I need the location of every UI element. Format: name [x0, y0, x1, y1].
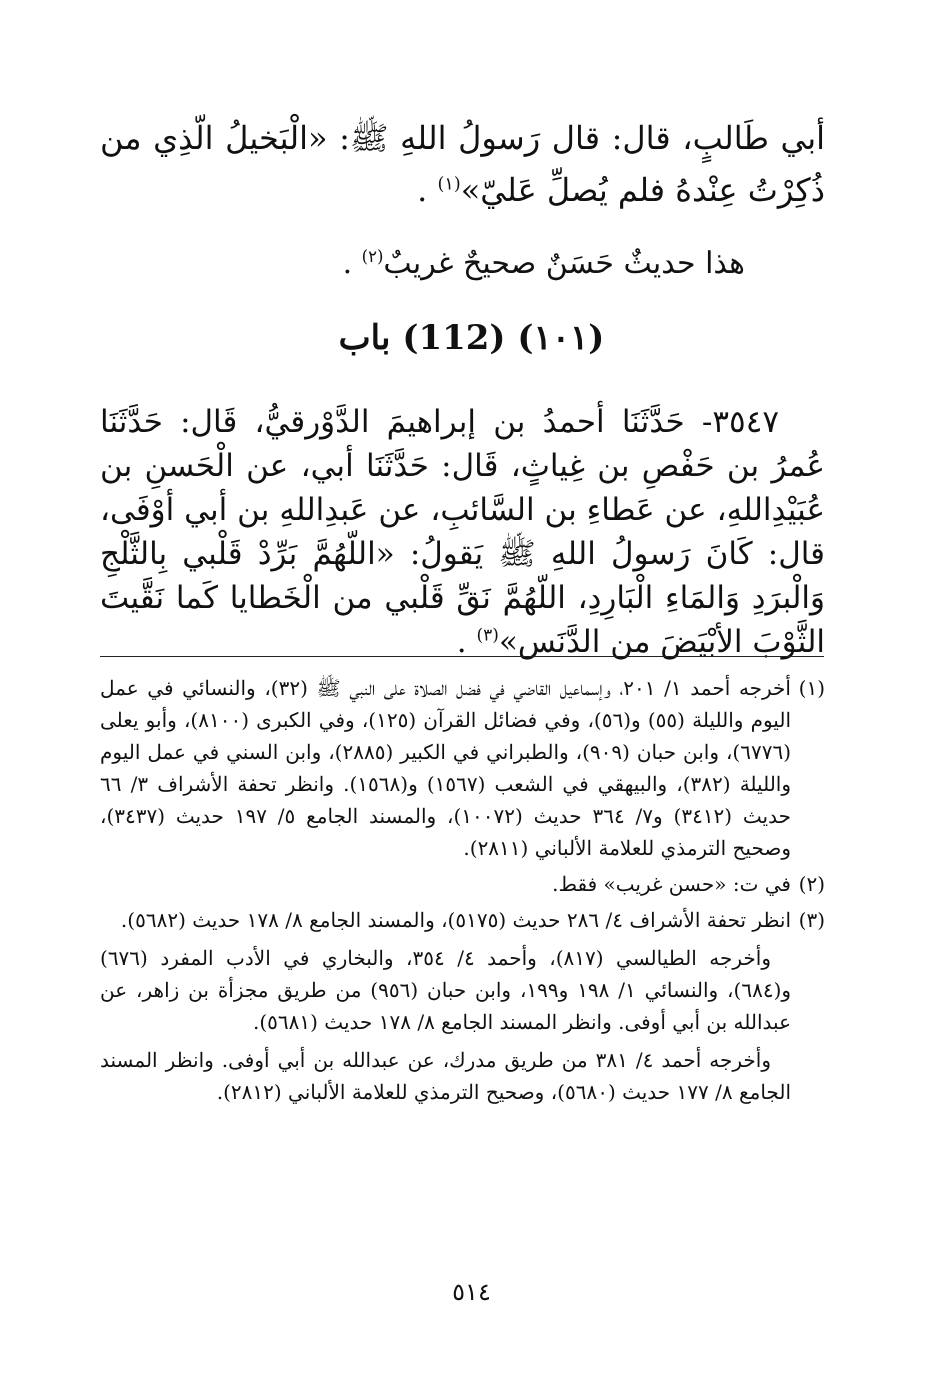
footnote-body [100, 904, 791, 1108]
footnote-body [100, 672, 791, 864]
footnote-ref-1[interactable]: (١) [437, 174, 461, 195]
passage-2-end: . [342, 246, 362, 281]
footnote-number: (١) [798, 676, 825, 700]
footnote-ref-3[interactable]: (٣) [476, 625, 499, 646]
footnote-3 [100, 904, 825, 1108]
footnote-ref-2[interactable]: (٢) [361, 247, 384, 266]
passage-2-text: هذا حديثٌ حَسَنٌ صحيحٌ غريبٌ [383, 246, 745, 281]
page-number: ٥١٤ [452, 1278, 491, 1306]
footnote-paragraph: في ت: «حسن غريب» فقط. [552, 872, 791, 896]
footnote-paragraph: وأخرجه الطيالسي (٨١٧)، وأحمد ٤/ ٣٥٤، والبخاري في الأدب المفرد (٦٧٦) و(٦٨٤)، والنسائي ١/ ١٩٨ و١٩٩، وابن حبان (٩٥٦) من طريق مجزأة بن زاهر، عن عبدالله بن أبي أوفى. وانظر المسند الجامع ٨/ ١٧٨ حديث (٥٦٨١). [100, 946, 792, 1034]
chapter-heading: (١٠١) (112) باب [338, 318, 605, 358]
passage-1-end: . [417, 171, 438, 209]
footnote-number: (٢) [798, 872, 825, 896]
hadith-end: . [456, 624, 477, 660]
passage-2 [100, 238, 825, 290]
footnote-2 [100, 868, 825, 900]
passage-1 [100, 112, 825, 216]
footnote-paragraph: انظر تحفة الأشراف ٤/ ٢٨٦ حديث (٥١٧٥)، والمسند الجامع ٨/ ١٧٨ حديث (٥٦٨٢). [120, 908, 791, 932]
footnote-1 [100, 672, 825, 864]
hadith-passage [100, 400, 825, 664]
hadith-text: ٣٥٤٧- حَدَّثَنَا أحمدُ بن إبراهيمَ الدَّوْرقيُّ، قَال: حَدَّثَنَا عُمرُ بن حَفْصِ بن غِياثٍ، قَال: حَدَّثَنَا أبي، عن الْحَسنِ بن عُبَيْدِاللهِ، عن عَطاءِ بن السَّائبِ، عن عَبدِاللهِ بن أبي أوْفَى، قال: كَانَ رَسولُ اللهِ ﷺ يَقولُ: «اللّهُمَّ بَرِّدْ قَلْبي بِالثَّلْجِ وَالْبرَدِ وَالمَاءِ الْبَارِدِ، اللّهُمَّ نَقِّ قَلْبي من الْخَطايا كَما نَقَّيتَ الثَّوْبَ الأبْيَضَ من الدَّنَس» [100, 404, 825, 660]
footnote-paragraph: وأخرجه أحمد ٤/ ٣٨١ من طريق مدرك، عن عبدالله بن أبي أوفى. وانظر المسند الجامع ٨/ ١٧٧ حديث (٥٦٨٠)، وصحيح الترمذي للعلامة الألباني (٢٨١٢). [100, 1048, 791, 1104]
footnote-divider [100, 656, 824, 657]
footnote-number: (٣) [798, 908, 825, 932]
footnotes [100, 672, 825, 1112]
footnote-body [100, 868, 791, 900]
footnote-paragraph: أخرجه أحمد ١/ ٢٠١، وإسماعيل القاضي في فضل الصلاة على النبي ﷺ (٣٢)، والنسائي في عمل اليوم والليلة (٥٥) و(٥٦)، وفي فضائل القرآن (١٢٥)، وفي الكبرى (٨١٠٠)، وأبو يعلى (٦٧٧٦)، وابن حبان (٩٠٩)، والطبراني في الكبير (٢٨٨٥)، وابن السني في عمل اليوم والليلة (٣٨٢)، والبيهقي في الشعب (١٥٦٧) و(١٥٦٨). وانظر تحفة الأشراف ٣/ ٦٦ حديث (٣٤١٢) و٧/ ٣٦٤ حديث (١٠٠٧٢)، والمسند الجامع ٥/ ١٩٧ حديث (٣٤٣٧)، وصحيح الترمذي للعلامة الألباني (٢٨١١). [100, 676, 792, 860]
passage-1-text: أبي طَالبٍ، قال: قال رَسولُ اللهِ ﷺ: «الْبَخيلُ الّذِي من ذُكِرْتُ عِنْدهُ فلم يُصلِّ عَليّ» [100, 119, 825, 209]
